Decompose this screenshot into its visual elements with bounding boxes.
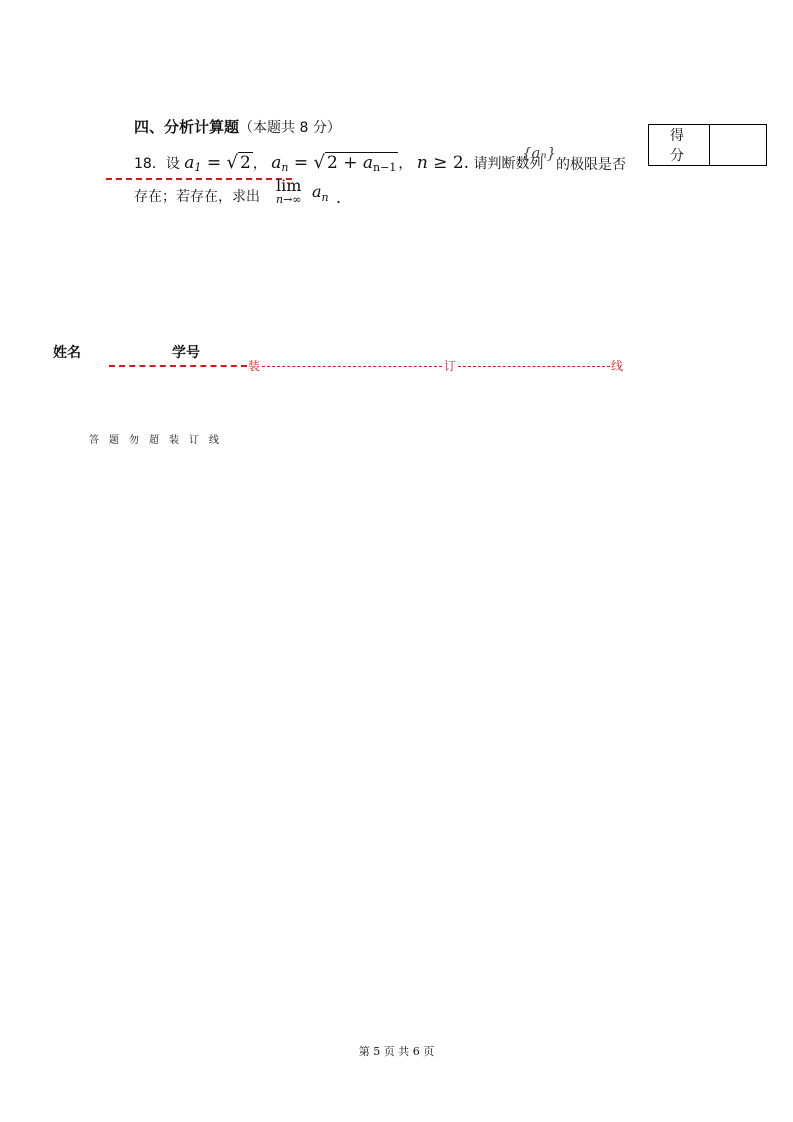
lim-subscript: n→∞ [276, 193, 302, 206]
section-title [134, 116, 341, 137]
student-id-label: 学号 [172, 345, 200, 361]
binding-seg-3 [458, 366, 610, 367]
binding-line [109, 358, 629, 374]
comma-1: ， [252, 156, 267, 172]
binding-seg-2 [262, 366, 442, 367]
binding-seg-1 [109, 365, 247, 367]
sequence-symbol: {aₙ} [522, 144, 557, 162]
name-label: 姓名 [53, 345, 81, 361]
formula-condition: n ≥ 2. [416, 153, 470, 173]
set-word: 设 [165, 156, 180, 172]
score-box [648, 124, 767, 166]
red-dashed-underline [106, 178, 292, 180]
lim-text: lim [276, 176, 302, 195]
question-end-dot: . [336, 188, 342, 207]
question-number: 18． [134, 156, 166, 172]
question-18-line2: 存在；若存在，求出 [134, 189, 260, 205]
formula-a1: $a_1$ = √ 2 [184, 152, 251, 174]
page-footer: 第 5 页 共 6 页 [358, 1045, 435, 1058]
score-label: 得 分 [649, 125, 710, 166]
question-ask: 请判断数列 [469, 156, 544, 172]
score-value-cell[interactable] [710, 125, 767, 166]
binding-warning: 答题勿超装订线 [89, 435, 229, 446]
limit-operator [276, 178, 301, 206]
comma-2: ， [398, 156, 413, 172]
binding-zhuang: 装 [248, 359, 261, 373]
question-tail: 的极限是否 [556, 157, 626, 173]
section-points: （本题共 8 分） [239, 120, 341, 136]
binding-ding: 订 [444, 359, 457, 373]
limit-an: $a_n$ [312, 182, 329, 205]
binding-xian: 线 [611, 359, 624, 373]
section-title-text: 四、分析计算题 [134, 118, 240, 136]
formula-an: $a_n$ = √ $2 + a_{n-1}$ [271, 152, 397, 174]
